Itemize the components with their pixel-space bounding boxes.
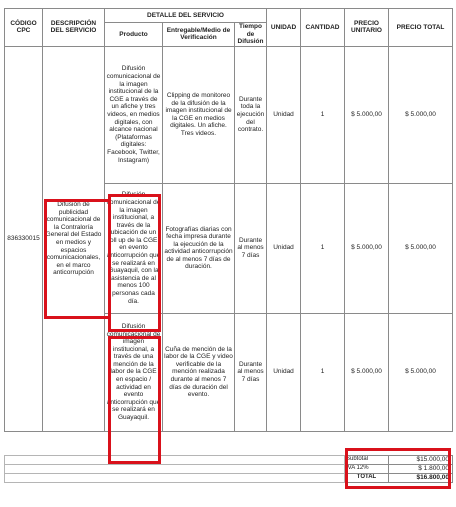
tiempo-cell: Durante al menos 7 días [235, 183, 267, 313]
precio-total-cell: $ 5.000,00 [389, 46, 453, 183]
header-precio-unitario: PRECIO UNITARIO [345, 9, 389, 47]
precio-unitario-cell: $ 5.000,00 [345, 183, 389, 313]
precio-total-cell: $ 5.000,00 [389, 313, 453, 431]
iva-value: $ 1.800,00 [389, 465, 453, 474]
summary-spacer [5, 465, 345, 474]
summary-table [4, 455, 453, 483]
descripcion-servicio-cell: Difusión de publicidad comunicacional de la Contraloría General del Estado en medios y espacios comunicacionales, en el marco anticorrupción [43, 46, 105, 432]
summary-spacer [5, 456, 345, 465]
header-detalle-servicio: DETALLE DEL SERVICIO [105, 9, 267, 23]
header-descripcion: DESCRIPCIÓN DEL SERVICIO [43, 9, 105, 47]
precio-unitario-cell: $ 5.000,00 [345, 313, 389, 431]
total-label: TOTAL [345, 474, 389, 483]
tiempo-cell: Durante toda la ejecución del contrato. [235, 46, 267, 183]
table-row [5, 46, 453, 183]
codigo-cpc-cell: 836330015 [5, 46, 43, 432]
cantidad-cell: 1 [301, 46, 345, 183]
unidad-cell: Unidad [267, 46, 301, 183]
subtotal-label: Subtotal [345, 456, 389, 465]
iva-label: IVA 12% [345, 465, 389, 474]
producto-cell: Difusión comunicacional de la imagen institucional, a través de la ubicación de un roll up de la CGE, en evento anticorrupción que se realizará en Guayaquil, con la asistencia de al menos 100 personas cada día. [105, 183, 163, 313]
producto-cell: Difusión comunicacional de imagen institucional, a través de una mención de la labor de la CGE en espacio / actividad en evento anticorrupción que se realizará en Guayaquil. [105, 313, 163, 431]
cantidad-cell: 1 [301, 313, 345, 431]
cantidad-cell: 1 [301, 183, 345, 313]
summary-spacer [5, 474, 345, 483]
header-entregable: Entregable/Medio de Verificación [163, 23, 235, 47]
header-precio-total: PRECIO TOTAL [389, 9, 453, 47]
precio-unitario-cell: $ 5.000,00 [345, 46, 389, 183]
unidad-cell: Unidad [267, 183, 301, 313]
total-value: $16.800,00 [389, 474, 453, 483]
service-detail-table [4, 8, 453, 432]
precio-total-cell: $ 5.000,00 [389, 183, 453, 313]
header-unidad: UNIDAD [267, 9, 301, 47]
unidad-cell: Unidad [267, 313, 301, 431]
header-producto: Producto [105, 23, 163, 47]
producto-cell: Difusión comunicacional de la imagen institucional de la CGE a través de un afiche y tres videos, en medios digitales, con alcance nacional (Plataformas digitales: Facebook, Twitter, Instagram) [105, 46, 163, 183]
subtotal-value: $15.000,00 [389, 456, 453, 465]
entregable-cell: Cuña de mención de la labor de la CGE y video verificable de la mención realizada durante al menos 7 días de duración del evento. [163, 313, 235, 431]
header-cantidad: CANTIDAD [301, 9, 345, 47]
entregable-cell: Fotografías diarias con fecha impresa durante la ejecución de la actividad anticorrupción de al menos 7 días de duración. [163, 183, 235, 313]
tiempo-cell: Durante al menos 7 días [235, 313, 267, 431]
entregable-cell: Clipping de monitoreo de la difusión de la imagen institucional de la CGE en medios digitales. Un afiche. Tres videos. [163, 46, 235, 183]
header-codigo-cpc: CÓDIGO CPC [5, 9, 43, 47]
header-tiempo: Tiempo de Difusión [235, 23, 267, 47]
